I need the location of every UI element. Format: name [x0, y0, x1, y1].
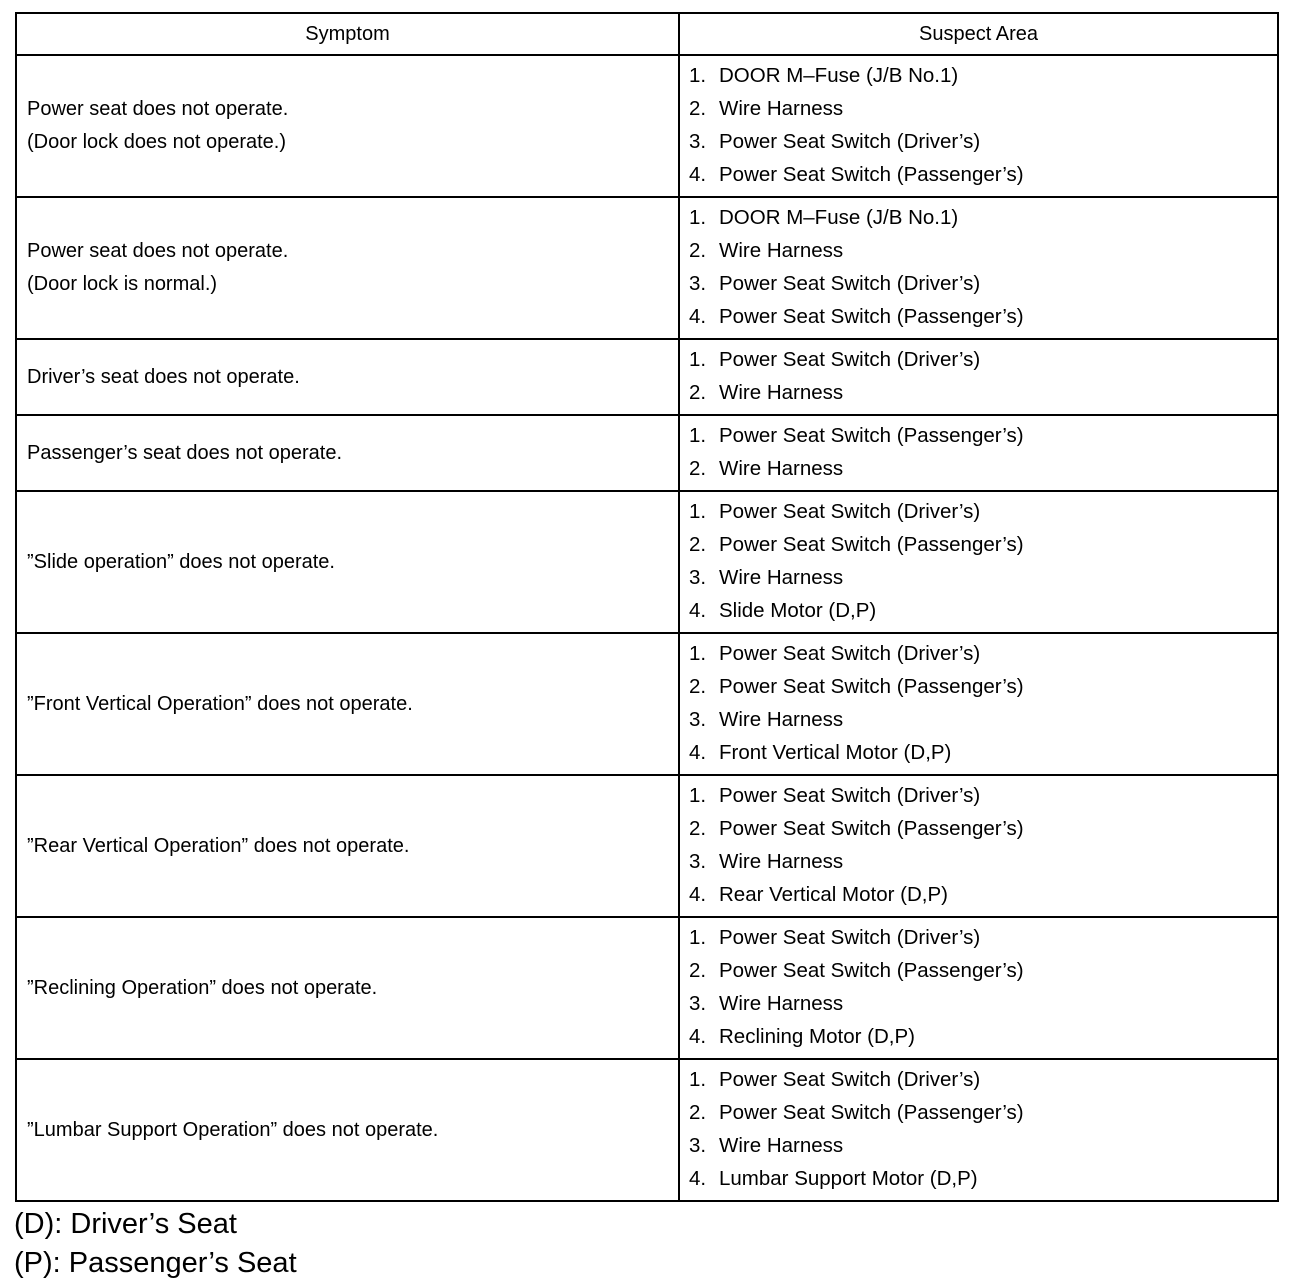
suspect-item-text: DOOR M–Fuse (J/B No.1): [719, 64, 959, 88]
suspect-item-text: Power Seat Switch (Driver’s): [719, 130, 981, 153]
symptom-text: Power seat does not operate.: [27, 240, 289, 262]
suspect-item-text: Power Seat Switch (Passenger’s): [719, 533, 1024, 557]
suspect-item: [689, 595, 1277, 628]
suspect-item: [689, 671, 1277, 704]
suspect-area-cell: [679, 197, 1278, 339]
table-body: [16, 55, 1278, 1201]
symptom-cell: [16, 1059, 679, 1201]
suspect-item-text: Power Seat Switch (Passenger’s): [719, 675, 1024, 699]
suspect-list: [689, 638, 1277, 769]
symptom-text: ”Lumbar Support Operation” does not operate.: [27, 1118, 439, 1141]
suspect-item-text: Wire Harness: [719, 850, 844, 873]
suspect-item: [689, 202, 1277, 235]
suspect-item: [689, 1097, 1277, 1130]
suspect-item-text: Wire Harness: [719, 708, 844, 731]
suspect-item-number: 4.: [689, 882, 707, 906]
suspect-item: [689, 846, 1277, 879]
suspect-area-cell: [679, 775, 1278, 917]
table-row: [16, 55, 1278, 197]
suspect-item: [689, 562, 1277, 595]
suspect-item: [689, 737, 1277, 770]
suspect-item-number: 2.: [689, 457, 707, 480]
suspect-item-text: Power Seat Switch (Driver’s): [719, 926, 981, 950]
suspect-item: [689, 453, 1277, 486]
symptom-text: (Door lock does not operate.): [27, 131, 287, 153]
table-row: [16, 339, 1278, 415]
symptom-column-header: Symptom: [16, 13, 679, 55]
suspect-item-number: 2.: [689, 1101, 707, 1125]
suspect-item-text: Power Seat Switch (Passenger’s): [719, 1101, 1024, 1125]
suspect-item-number: 4.: [689, 598, 707, 622]
suspect-item-number: 4.: [689, 304, 707, 328]
suspect-item-number: 1.: [689, 784, 707, 808]
suspect-item: [689, 1064, 1277, 1097]
symptom-text: ”Front Vertical Operation” does not operate.: [27, 692, 413, 715]
suspect-item: [689, 813, 1277, 846]
suspect-item-text: Wire Harness: [719, 239, 844, 263]
suspect-item-number: 1.: [689, 926, 707, 950]
suspect-item-text: Power Seat Switch (Driver’s): [719, 642, 981, 666]
symptom-cell: [16, 55, 679, 197]
symptom-text: (Door lock is normal.): [27, 273, 218, 295]
table-row: [16, 1059, 1278, 1201]
symptom-cell: [16, 633, 679, 775]
suspect-item-text: Power Seat Switch (Passenger’s): [719, 304, 1024, 328]
suspect-item: [689, 420, 1277, 453]
table-row: [16, 415, 1278, 491]
suspect-list: [689, 780, 1277, 911]
suspect-item-number: 2.: [689, 817, 707, 841]
suspect-item-number: 4.: [689, 162, 707, 186]
suspect-item-text: Wire Harness: [719, 566, 844, 589]
symptom-cell: [16, 775, 679, 917]
suspect-item-text: Power Seat Switch (Driver’s): [719, 784, 981, 808]
suspect-item-text: Slide Motor (D,P): [719, 598, 877, 622]
symptom-cell: [16, 339, 679, 415]
suspect-item-text: Reclining Motor (D,P): [719, 1024, 915, 1048]
suspect-item-number: 1.: [689, 206, 707, 230]
symptom-text: ”Reclining Operation” does not operate.: [27, 976, 378, 999]
suspect-area-cell: [679, 633, 1278, 775]
suspect-list: [689, 1064, 1277, 1195]
symptom-text: Power seat does not operate.: [27, 98, 289, 120]
suspect-item: [689, 159, 1277, 192]
suspect-item: [689, 780, 1277, 813]
suspect-item-text: Front Vertical Motor (D,P): [719, 740, 952, 764]
symptom-cell: [16, 917, 679, 1059]
symptom-text: ”Slide operation” does not operate.: [27, 550, 335, 573]
suspect-item: [689, 126, 1277, 159]
suspect-item-number: 4.: [689, 1024, 707, 1048]
suspect-item-text: Wire Harness: [719, 457, 844, 480]
suspect-item-number: 1.: [689, 642, 707, 666]
suspect-item-number: 2.: [689, 239, 707, 263]
table-row: [16, 775, 1278, 917]
suspect-item-number: 4.: [689, 1166, 707, 1190]
suspect-area-cell: [679, 491, 1278, 633]
suspect-item-number: 1.: [689, 1068, 707, 1092]
suspect-item-text: DOOR M–Fuse (J/B No.1): [719, 206, 959, 230]
suspect-area-cell: [679, 917, 1278, 1059]
suspect-item-text: Power Seat Switch (Driver’s): [719, 348, 981, 372]
suspect-item-text: Power Seat Switch (Passenger’s): [719, 959, 1024, 983]
table-header-row: [16, 13, 1278, 55]
suspect-item-number: 1.: [689, 424, 707, 448]
symptom-cell: [16, 197, 679, 339]
suspect-item-text: Wire Harness: [719, 992, 844, 1015]
suspect-area-cell: [679, 339, 1278, 415]
symptom-text: ”Rear Vertical Operation” does not operate.: [27, 834, 410, 857]
suspect-item-number: 3.: [689, 1134, 707, 1157]
symptom-cell: [16, 415, 679, 491]
suspect-item: [689, 922, 1277, 955]
suspect-item: [689, 60, 1277, 93]
suspect-item-number: 2.: [689, 381, 707, 404]
suspect-item: [689, 529, 1277, 562]
suspect-item-number: 1.: [689, 348, 707, 372]
suspect-item-number: 1.: [689, 64, 707, 88]
table-row: [16, 917, 1278, 1059]
suspect-item-text: Wire Harness: [719, 1134, 844, 1157]
suspect-item-text: Rear Vertical Motor (D,P): [719, 882, 948, 906]
troubleshooting-table: [15, 12, 1279, 1202]
table-row: [16, 633, 1278, 775]
suspect-list: [689, 496, 1277, 627]
suspect-item-number: 1.: [689, 500, 707, 524]
suspect-list: [689, 344, 1277, 410]
table-row: [16, 491, 1278, 633]
suspect-item-number: 3.: [689, 850, 707, 873]
suspect-list: [689, 922, 1277, 1053]
suspect-area-cell: [679, 55, 1278, 197]
suspect-item-text: Power Seat Switch (Driver’s): [719, 500, 981, 524]
suspect-item-text: Power Seat Switch (Driver’s): [719, 272, 981, 295]
suspect-item: [689, 301, 1277, 334]
suspect-item: [689, 93, 1277, 126]
suspect-item-number: 2.: [689, 959, 707, 983]
symptom-cell: [16, 491, 679, 633]
suspect-item: [689, 344, 1277, 377]
suspect-item: [689, 235, 1277, 268]
suspect-item: [689, 955, 1277, 988]
suspect-item-text: Power Seat Switch (Passenger’s): [719, 424, 1024, 448]
table-row: [16, 197, 1278, 339]
legend-driver: (D): Driver’s Seat: [14, 1208, 237, 1240]
suspect-item-number: 3.: [689, 130, 707, 153]
suspect-item: [689, 268, 1277, 301]
suspect-list: [689, 60, 1277, 191]
suspect-item-text: Wire Harness: [719, 97, 844, 121]
suspect-item: [689, 988, 1277, 1021]
suspect-item-text: Power Seat Switch (Driver’s): [719, 1068, 981, 1092]
suspect-item-text: Lumbar Support Motor (D,P): [719, 1166, 978, 1190]
legend-passenger: (P): Passenger’s Seat: [14, 1247, 297, 1279]
suspect-item-number: 3.: [689, 566, 707, 589]
suspect-item-number: 3.: [689, 992, 707, 1015]
suspect-area-column-header: Suspect Area: [679, 13, 1278, 55]
suspect-list: [689, 202, 1277, 333]
suspect-item: [689, 879, 1277, 912]
suspect-item-number: 3.: [689, 272, 707, 295]
suspect-item: [689, 1130, 1277, 1163]
suspect-area-cell: [679, 1059, 1278, 1201]
suspect-item-number: 4.: [689, 740, 707, 764]
suspect-item-text: Power Seat Switch (Passenger’s): [719, 817, 1024, 841]
suspect-item: [689, 1021, 1277, 1054]
suspect-item-text: Wire Harness: [719, 381, 844, 404]
suspect-item: [689, 704, 1277, 737]
suspect-item: [689, 496, 1277, 529]
suspect-area-cell: [679, 415, 1278, 491]
suspect-item: [689, 377, 1277, 410]
suspect-item-number: 2.: [689, 675, 707, 699]
suspect-item: [689, 638, 1277, 671]
suspect-list: [689, 420, 1277, 486]
suspect-item-number: 2.: [689, 533, 707, 557]
suspect-item-number: 3.: [689, 708, 707, 731]
suspect-item: [689, 1163, 1277, 1196]
suspect-item-text: Power Seat Switch (Passenger’s): [719, 162, 1024, 186]
symptom-text: Passenger’s seat does not operate.: [27, 441, 343, 464]
suspect-item-number: 2.: [689, 97, 707, 121]
symptom-text: Driver’s seat does not operate.: [27, 365, 300, 388]
